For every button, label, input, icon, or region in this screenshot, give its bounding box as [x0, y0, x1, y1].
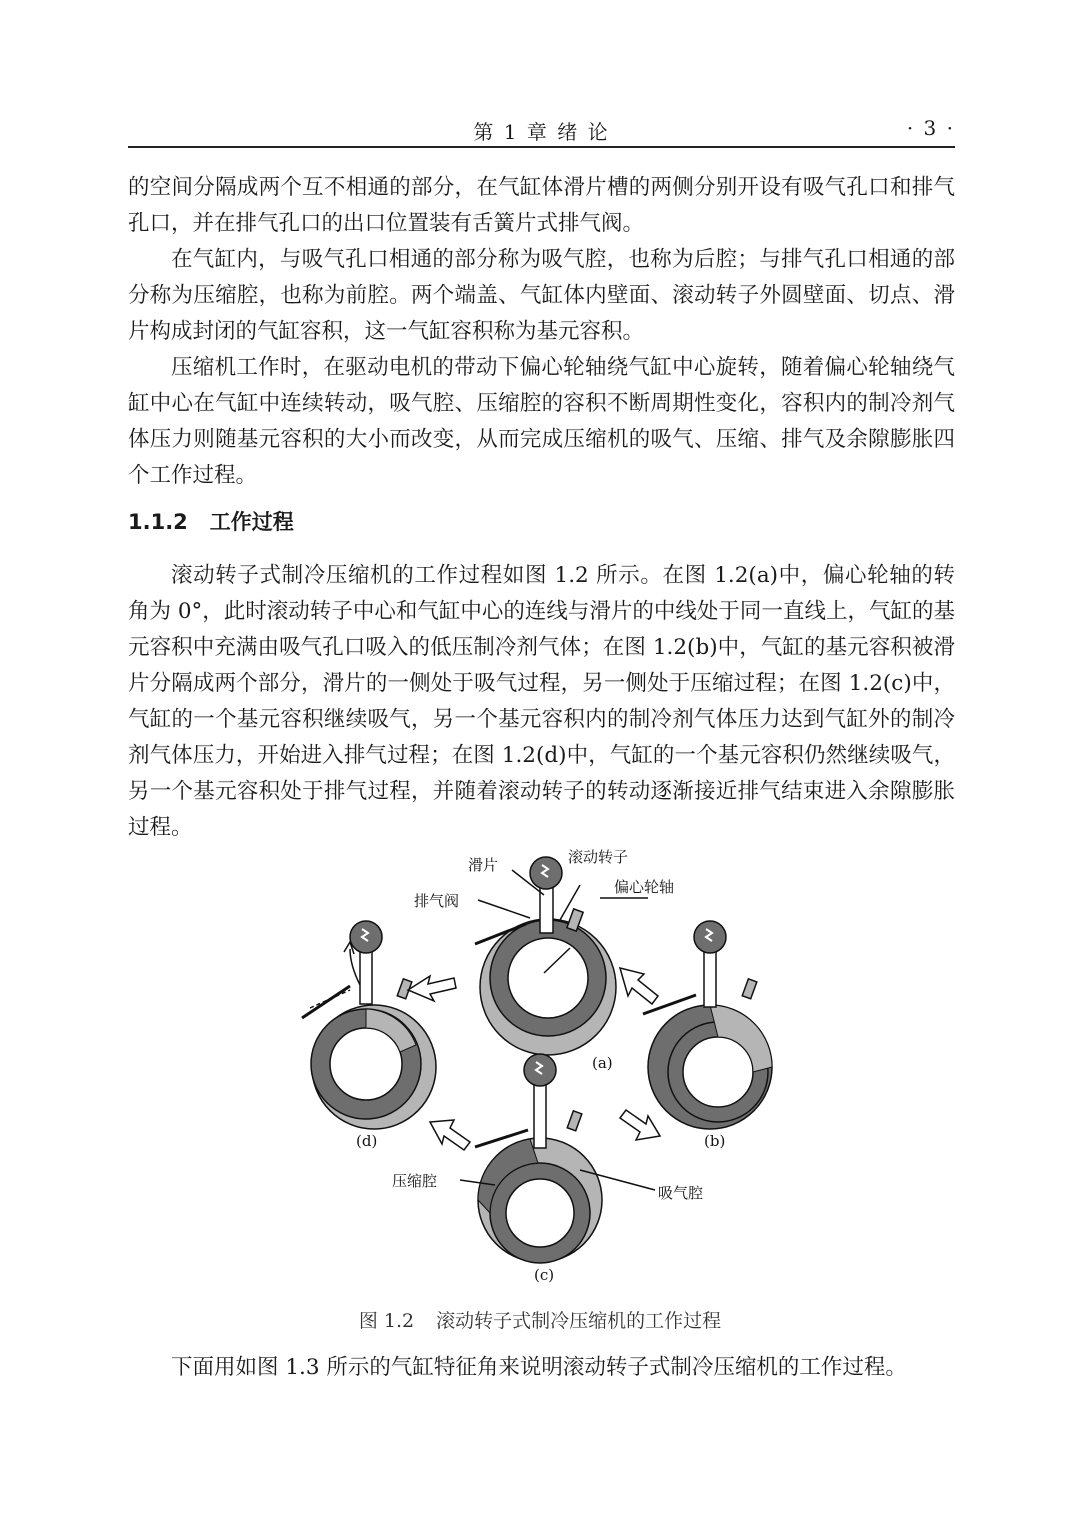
- label-suction-chamber: 吸气腔: [658, 1184, 704, 1202]
- panel-b-diagram: [643, 921, 772, 1129]
- paragraph: 滚动转子式制冷压缩机的工作过程如图 1.2 所示。在图 1.2(a)中，偏心轮轴的转角为 0°，此时滚动转子中心和气缸中心的连线与滑片的中线处于同一直线上，气缸的基元容积中充满由吸气孔口吸入的低压制冷剂气体；在图 1.2(b)中，气缸的基元容积被滑片分隔成两个部分，滑片的一侧处于吸气过程，另一侧处于压缩过程；在图 1.2(c)中，气缸的一个基元容积继续吸气，另一个基元容积内的制冷剂气体压力达到气缸外的制冷剂气体压力，开始进入排气过程；在图 1.2(d)中，气缸的一个基元容积仍然继续吸气，另一个基元容积处于排气过程，并随着滚动转子的转动逐渐接近排气结束进入余隙膨胀过程。: [128, 563, 955, 840]
- panel-c-diagram: [460, 1054, 655, 1263]
- label-discharge-valve: 排气阀: [414, 892, 460, 910]
- arrow-a-to-b: [620, 968, 658, 1004]
- arrow-d-to-a: [408, 976, 456, 1001]
- section-text-block: [128, 558, 955, 846]
- figure-caption: [0, 1306, 1080, 1333]
- page-number: · 3 ·: [906, 116, 955, 140]
- label-eccentric-shaft: 偏心轮轴: [614, 878, 675, 896]
- closing-text-block: [128, 1350, 955, 1386]
- figure-caption-text: 滚动转子式制冷压缩机的工作过程: [436, 1310, 722, 1332]
- panel-label-c: (c): [534, 1266, 555, 1284]
- label-vane: 滑片: [468, 856, 499, 874]
- panel-label-b: (b): [704, 1132, 726, 1150]
- label-compression-chamber: 压缩腔: [392, 1172, 438, 1190]
- panel-label-a: (a): [592, 1054, 613, 1072]
- section-title: 工作过程: [209, 510, 294, 534]
- running-header: [128, 112, 955, 148]
- label-rolling-rotor: 滚动转子: [568, 848, 629, 866]
- paragraph-continued: 的空间分隔成两个互不相通的部分，在气缸体滑片槽的两侧分别开设有吸气孔口和排气孔口，并在排气孔口的出口位置装有舌簧片式排气阀。: [128, 175, 955, 236]
- section-number: 1.1.2: [128, 510, 188, 534]
- paragraph: 压缩机工作时，在驱动电机的带动下偏心轮轴绕气缸中心旋转，随着偏心轮轴绕气缸中心在气缸中连续转动，吸气腔、压缩腔的容积不断周期性变化，容积内的制冷剂气体压力则随基元容积的大小而改变，从而完成压缩机的吸气、压缩、排气及余隙膨胀四个工作过程。: [128, 355, 955, 488]
- paragraph: 在气缸内，与吸气孔口相通的部分称为吸气腔，也称为后腔；与排气孔口相通的部分称为压缩腔，也称为前腔。两个端盖、气缸体内壁面、滚动转子外圆壁面、切点、滑片构成封闭的气缸容积，这一气缸容积称为基元容积。: [128, 247, 955, 344]
- arrow-c-to-d: [430, 1120, 470, 1150]
- chapter-title: 第 1 章 绪 论: [473, 120, 610, 144]
- arrow-b-to-c: [620, 1110, 660, 1140]
- panel-label-d: (d): [356, 1132, 378, 1150]
- top-text-block: [128, 170, 955, 494]
- figure-number: 图 1.2: [358, 1310, 415, 1332]
- section-heading: [128, 506, 294, 536]
- figure-1-2: [290, 840, 790, 1290]
- paragraph: 下面用如图 1.3 所示的气缸特征角来说明滚动转子式制冷压缩机的工作过程。: [171, 1355, 907, 1380]
- panel-d-diagram: [302, 921, 436, 1129]
